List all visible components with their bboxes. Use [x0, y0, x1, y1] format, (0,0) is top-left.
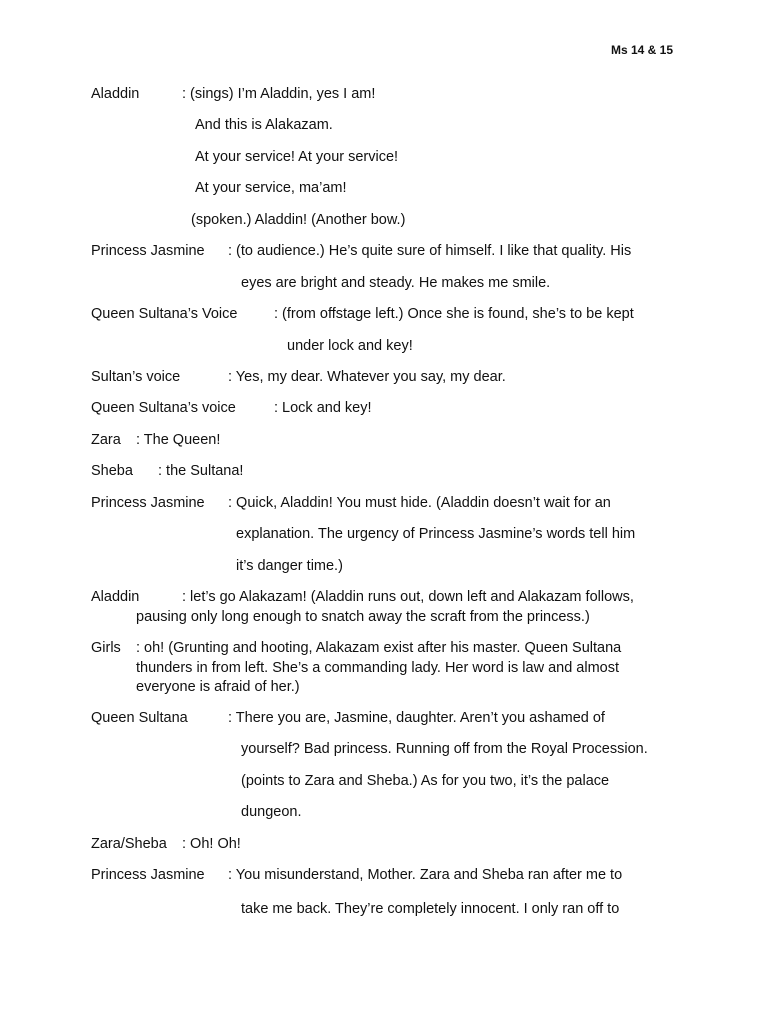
- dialogue-line: everyone is afraid of her.): [136, 679, 300, 695]
- dialogue-line: : You misunderstand, Mother. Zara and Sheba ran after me to: [228, 867, 623, 883]
- dialogue-line: : (from offstage left.) Once she is found, she’s to be kept: [274, 306, 634, 322]
- dialogue-line: : The Queen!: [136, 432, 221, 448]
- speaker-name: Zara: [91, 432, 121, 448]
- speaker-name: Queen Sultana’s Voice: [91, 306, 238, 322]
- speaker-name: Princess Jasmine: [91, 867, 205, 883]
- dialogue-line: At your service, ma’am!: [195, 180, 347, 196]
- speaker-name: Sheba: [91, 463, 133, 479]
- speaker-name: Queen Sultana: [91, 710, 188, 726]
- dialogue-line: : Lock and key!: [274, 400, 372, 416]
- dialogue-line: eyes are bright and steady. He makes me smile.: [241, 275, 551, 291]
- dialogue-line: : the Sultana!: [158, 463, 244, 479]
- speaker-name: Princess Jasmine: [91, 495, 205, 511]
- dialogue-line: (points to Zara and Sheba.) As for you two, it’s the palace: [241, 773, 610, 789]
- dialogue-line: And this is Alakazam.: [195, 117, 333, 133]
- dialogue-line: : Yes, my dear. Whatever you say, my dear.: [228, 369, 506, 385]
- dialogue-line: pausing only long enough to snatch away the scraft from the princess.): [136, 609, 590, 625]
- dialogue-line: dungeon.: [241, 804, 302, 820]
- dialogue-line: : There you are, Jasmine, daughter. Aren’t you ashamed of: [228, 710, 605, 726]
- dialogue-line: : let’s go Alakazam! (Aladdin runs out, down left and Alakazam follows,: [182, 589, 634, 605]
- dialogue-line: under lock and key!: [287, 338, 413, 354]
- speaker-name: Princess Jasmine: [91, 243, 205, 259]
- dialogue-line: yourself? Bad princess. Running off from the Royal Procession.: [241, 741, 648, 757]
- dialogue-line: : Quick, Aladdin! You must hide. (Aladdin doesn’t wait for an: [228, 495, 611, 511]
- dialogue-line: : oh! (Grunting and hooting, Alakazam exist after his master. Queen Sultana: [136, 640, 622, 656]
- dialogue-line: explanation. The urgency of Princess Jasmine’s words tell him: [236, 526, 636, 542]
- dialogue-line: take me back. They’re completely innocent. I only ran off to: [241, 901, 620, 917]
- speaker-name: Aladdin: [91, 86, 140, 102]
- dialogue-line: : (sings) I’m Aladdin, yes I am!: [182, 86, 376, 102]
- speaker-name: Zara/Sheba: [91, 836, 167, 852]
- speaker-name: Girls: [91, 640, 121, 656]
- speaker-name: Aladdin: [91, 589, 140, 605]
- dialogue-line: At your service! At your service!: [195, 149, 399, 165]
- page-header: Ms 14 & 15: [611, 43, 674, 57]
- dialogue-line: (spoken.) Aladdin! (Another bow.): [191, 212, 406, 228]
- dialogue-line: it’s danger time.): [236, 558, 343, 574]
- speaker-name: Queen Sultana’s voice: [91, 400, 236, 416]
- dialogue-line: : Oh! Oh!: [182, 836, 241, 852]
- dialogue-line: thunders in from left. She’s a commanding lady. Her word is law and almost: [136, 660, 620, 676]
- speaker-name: Sultan’s voice: [91, 369, 181, 385]
- dialogue-line: : (to audience.) He’s quite sure of himself. I like that quality. His: [228, 243, 632, 259]
